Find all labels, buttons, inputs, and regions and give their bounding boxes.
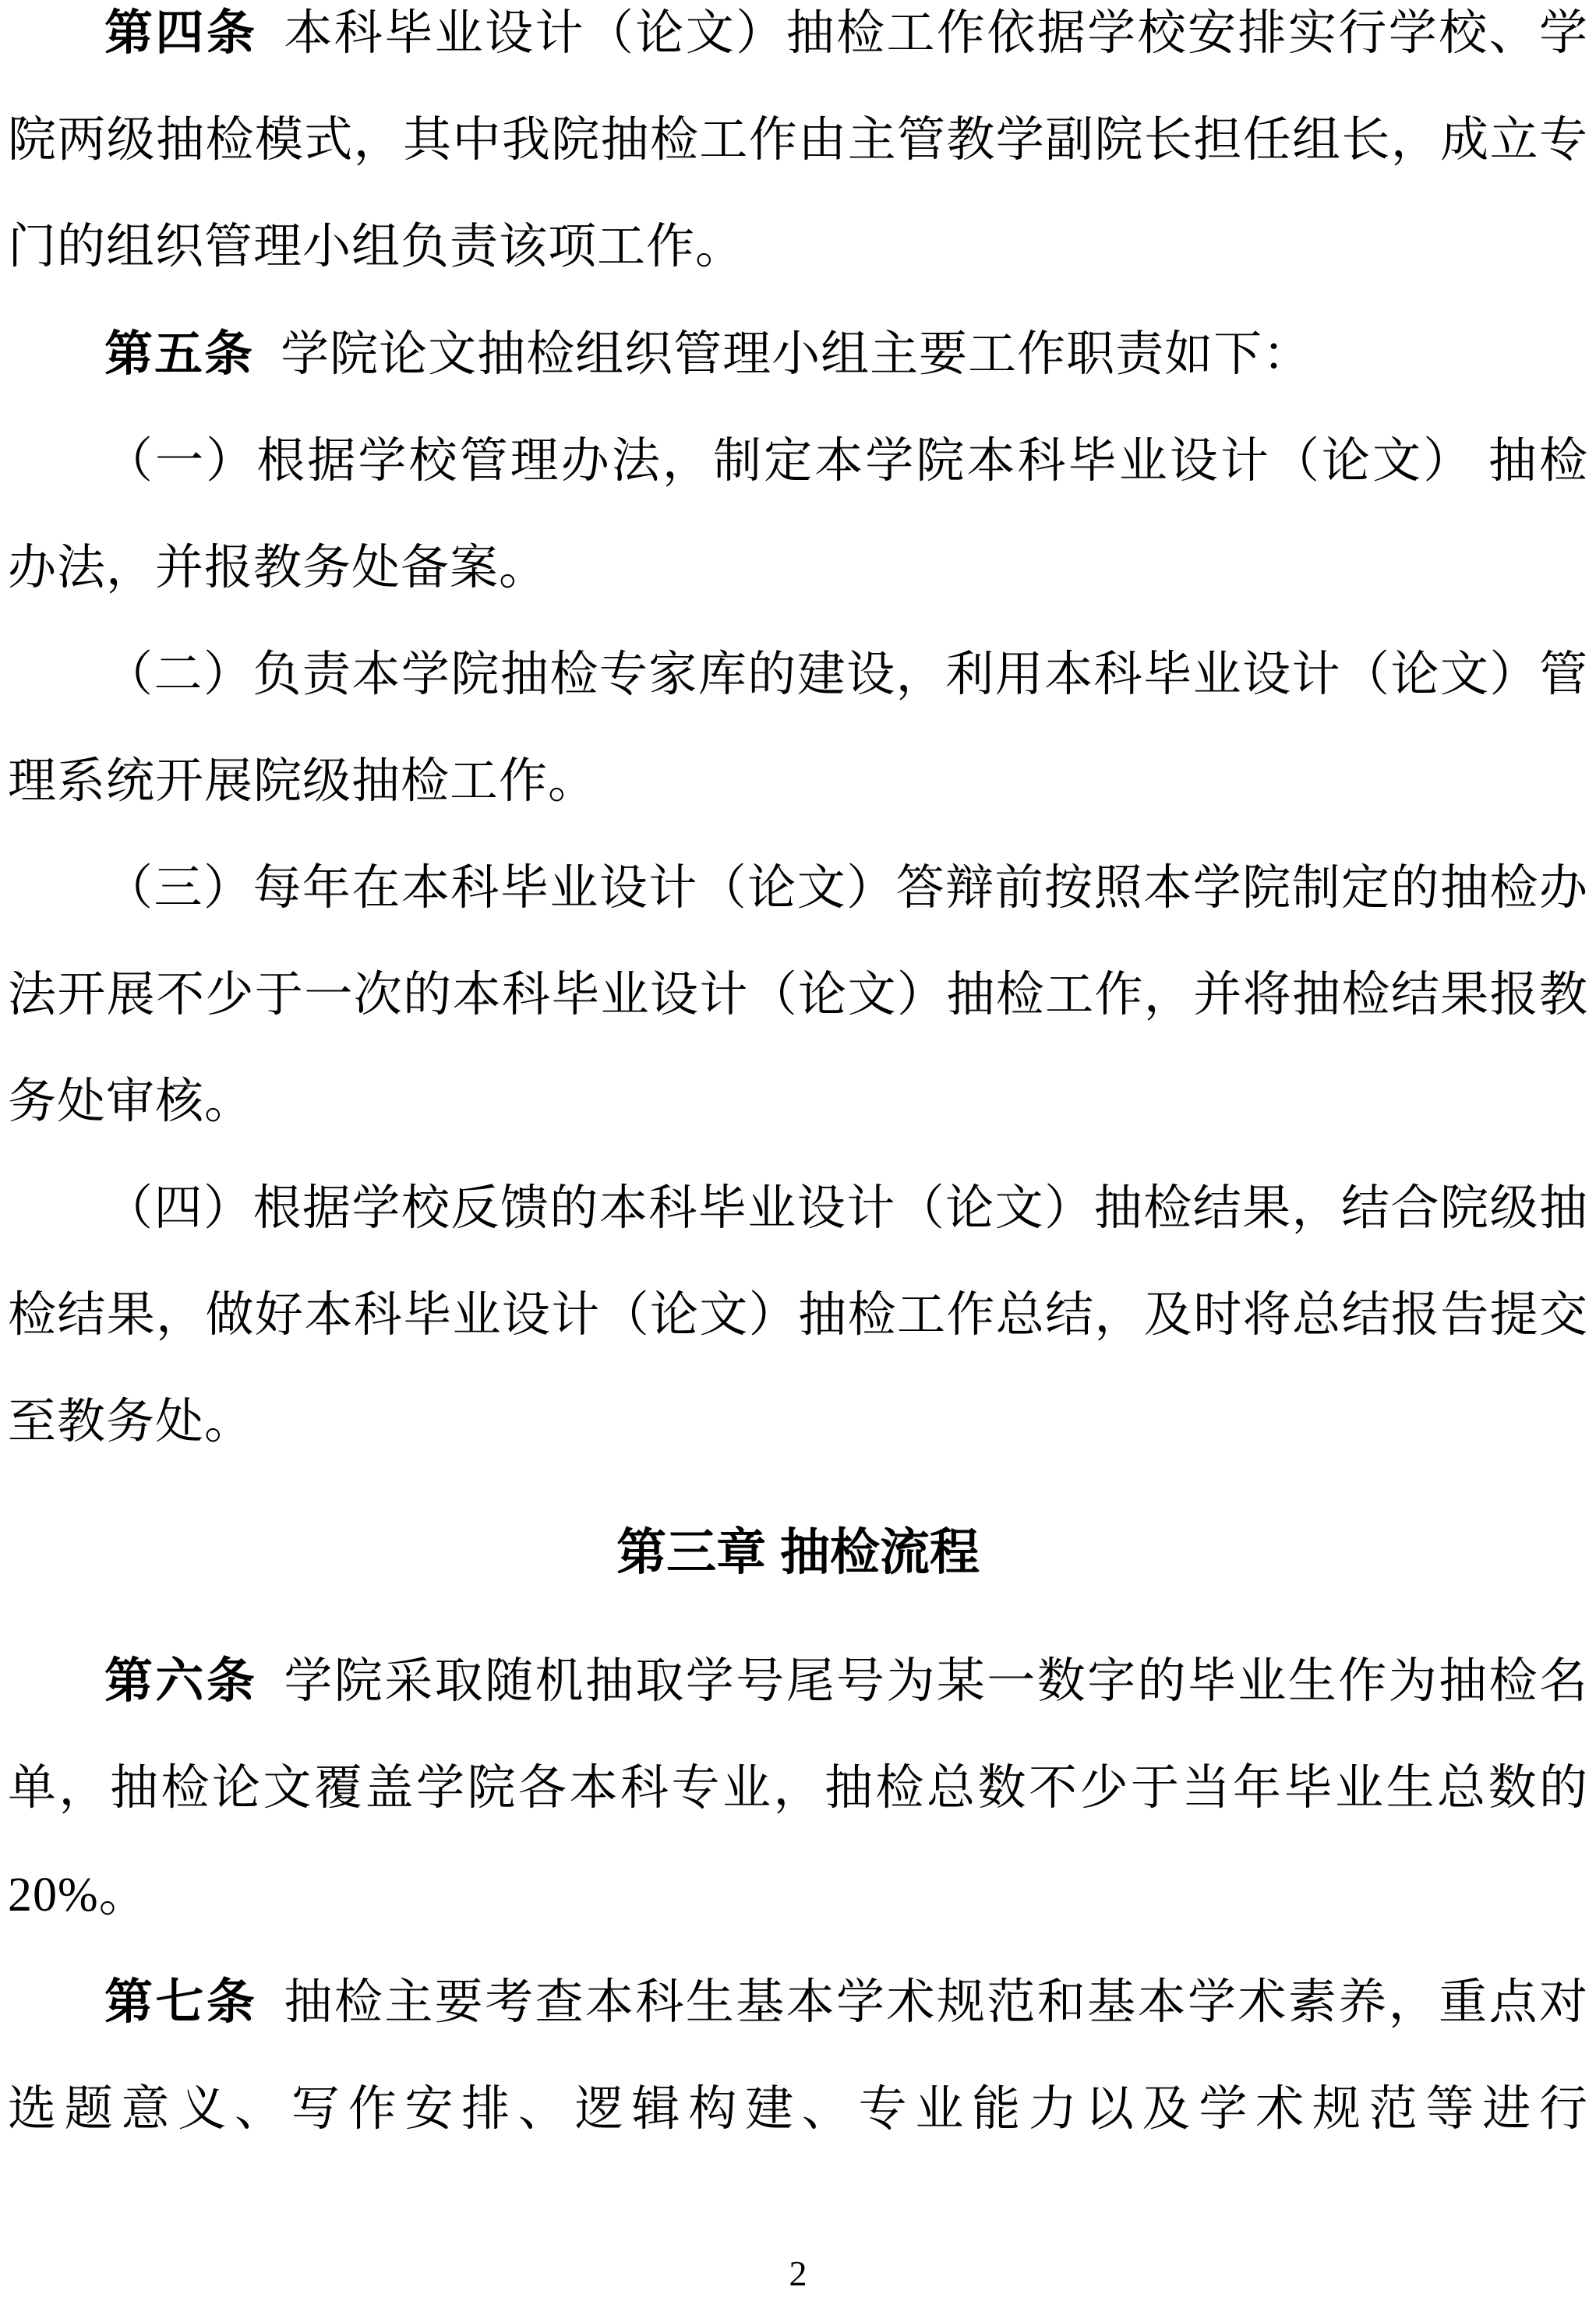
paragraph (8, 1628, 1588, 1949)
paragraph-text: 学院采取随机抽取学号尾号为某一数字的毕业生作为抽检名单，抽检论文覆盖学院各本科专业，抽检总数不少于当年毕业生总数的 20%。 (8, 1655, 1588, 1922)
paragraph (8, 835, 1588, 1156)
paragraph (8, 1156, 1588, 1476)
paragraph (8, 1949, 1588, 2163)
paragraph (8, 408, 1588, 622)
paragraph (8, 622, 1588, 835)
document-body (8, 0, 1588, 2163)
article-number: 第四条 (104, 6, 258, 60)
paragraph-text: （三）每年在本科毕业设计（论文）答辩前按照本学院制定的抽检办法开展不少于一次的本科毕业设计（论文）抽检工作，并将抽检结果报教务处审核。 (8, 862, 1588, 1128)
paragraph (8, 0, 1588, 301)
paragraph-text: （四）根据学校反馈的本科毕业设计（论文）抽检结果，结合院级抽检结果，做好本科毕业设计（论文）抽检工作总结，及时将总结报告提交至教务处。 (8, 1182, 1588, 1449)
paragraph-text: 本科毕业设计（论文）抽检工作依据学校安排实行学校、学院两级抽检模式，其中我院抽检工作由主管教学副院长担任组长，成立专门的组织管理小组负责该项工作。 (8, 7, 1588, 274)
paragraph-text: （二）负责本学院抽检专家库的建设，利用本科毕业设计（论文）管理系统开展院级抽检工作。 (8, 648, 1588, 808)
paragraph (8, 301, 1588, 408)
paragraph-text: 抽检主要考查本科生基本学术规范和基本学术素养，重点对选题意义、写作安排、逻辑构建、专业能力以及学术规范等进行 (8, 1976, 1588, 2136)
article-number: 第七条 (104, 1975, 258, 2029)
paragraph-text: 学院论文抽检组织管理小组主要工作职责如下： (281, 328, 1312, 381)
article-number: 第六条 (104, 1654, 258, 1708)
chapter-heading: 第三章 抽检流程 (616, 1524, 980, 1580)
page-number: 2 (789, 2253, 807, 2293)
paragraph-text: （一）根据学校管理办法，制定本学院本科毕业设计（论文） 抽检办法，并报教务处备案。 (8, 435, 1588, 595)
article-number: 第五条 (104, 327, 255, 381)
